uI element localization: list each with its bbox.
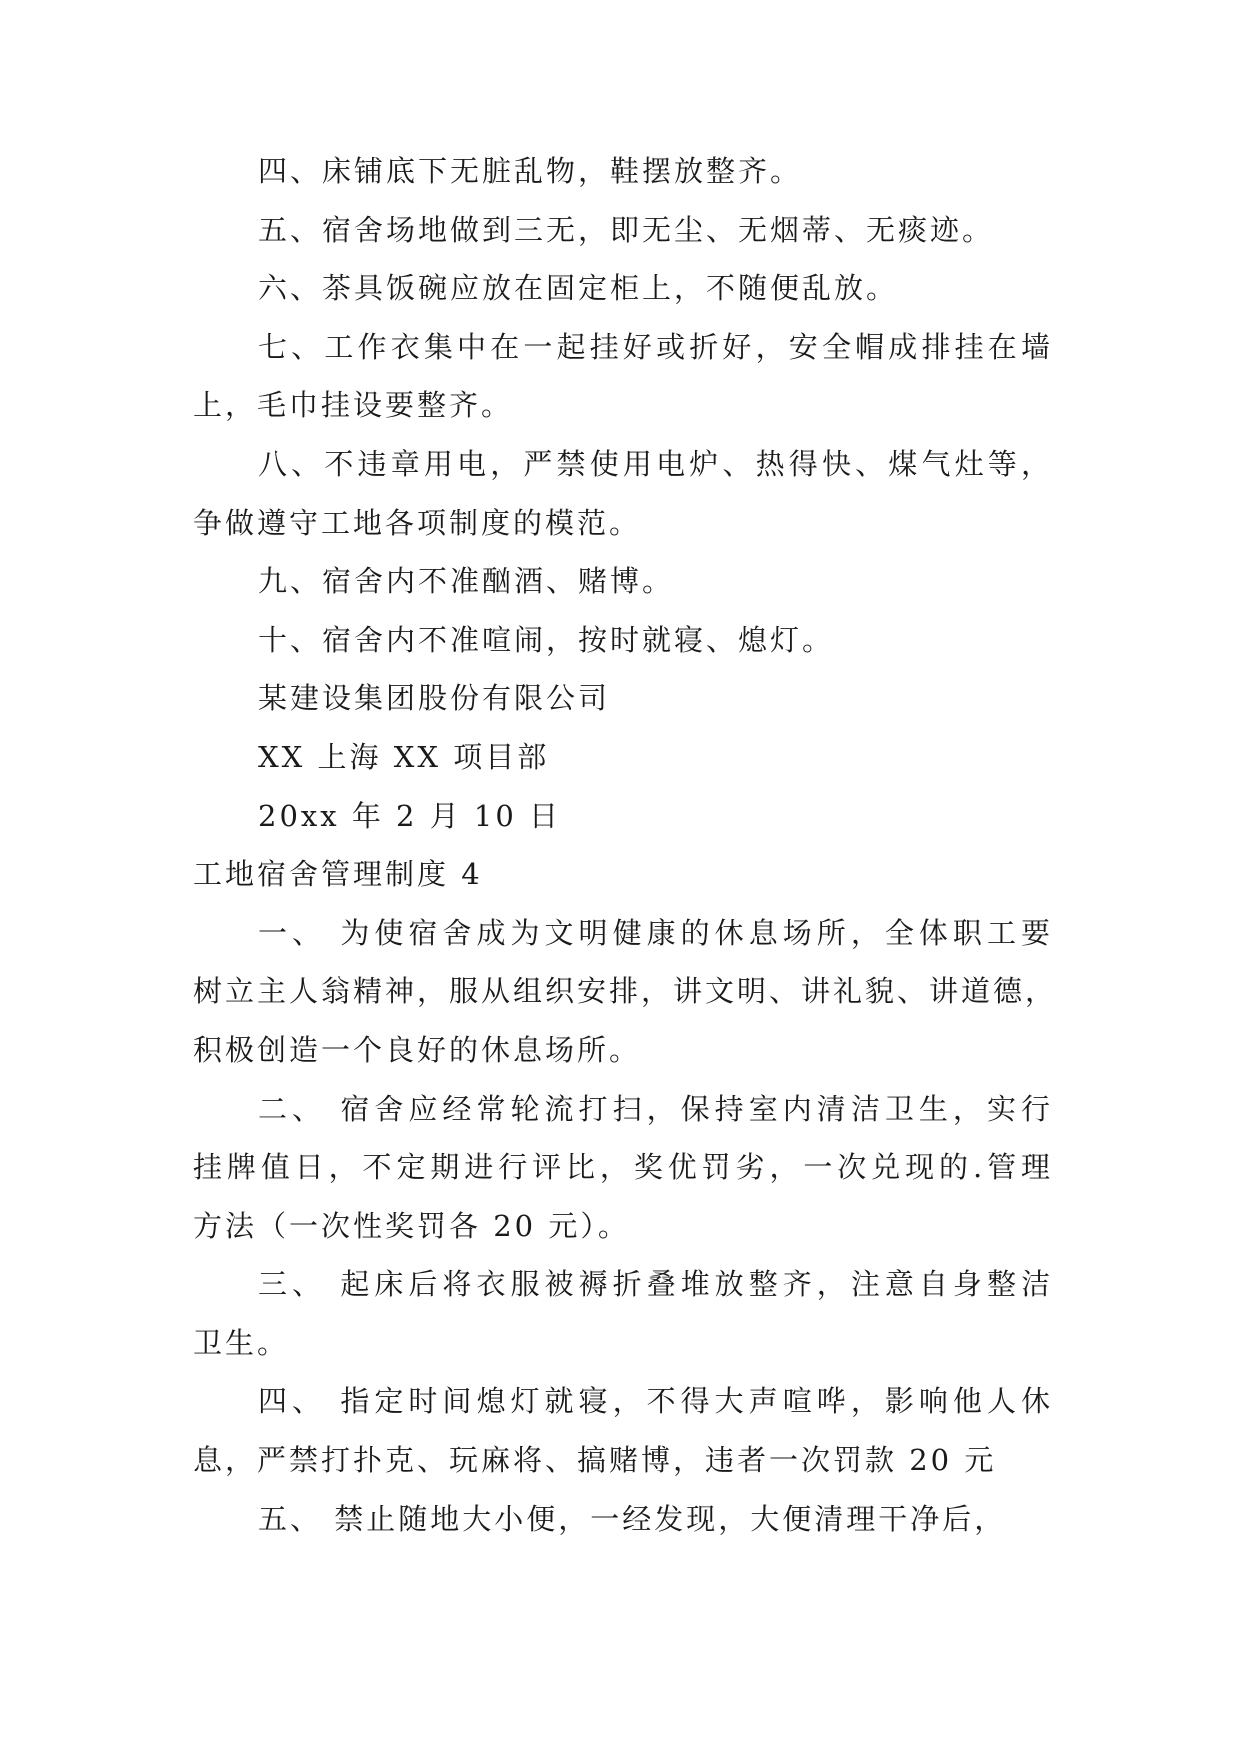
rule-9-line: 九、宿舍内不准酗酒、赌博。 [258, 564, 675, 599]
rule-5-line: 五、宿舍场地做到三无，即无尘、无烟蒂、无痰迹。 [258, 212, 995, 247]
article-1-line-3: 积极创造一个良好的休息场所。 [193, 1032, 642, 1067]
section-title: 工地宿舍管理制度 4 [193, 857, 483, 892]
article-5-line-1: 五、 禁止随地大小便，一经发现，大便清理干净后， [258, 1501, 1007, 1536]
article-4-line-2: 息，严禁打扑克、玩麻将、搞赌博，违者一次罚款 20 元 [193, 1443, 997, 1478]
rule-7-line-1: 七、工作衣集中在一起挂好或折好，安全帽成排挂在墙 [258, 329, 1053, 364]
rule-4-line: 四、床铺底下无脏乱物，鞋摆放整齐。 [258, 154, 803, 188]
rule-6-line: 六、茶具饭碗应放在固定柜上，不随便乱放。 [258, 271, 899, 306]
rule-8-line-1: 八、不违章用电，严禁使用电炉、热得快、煤气灶等， [258, 446, 1053, 481]
article-4-line-1: 四、 指定时间熄灯就寝，不得大声喧哗，影响他人休 [258, 1384, 1053, 1419]
document-date: 20xx 年 2 月 10 日 [258, 798, 562, 833]
article-2-line-2: 挂牌值日，不定期进行评比，奖优罚劣，一次兑现的.管理 [193, 1150, 1053, 1185]
rule-10-line: 十、宿舍内不准喧闹，按时就寝、熄灯。 [258, 622, 835, 657]
document-body [193, 152, 1058, 1558]
company-name: 某建设集团股份有限公司 [258, 681, 611, 716]
article-3-line-2: 卫生。 [193, 1325, 290, 1360]
article-1-line-2: 树立主人翁精神，服从组织安排，讲文明、讲礼貌、讲道德， [193, 974, 1058, 1009]
rule-7-line-2: 上，毛巾挂设要整齐。 [193, 388, 514, 423]
project-department: XX 上海 XX 项目部 [258, 739, 550, 774]
rule-8-line-2: 争做遵守工地各项制度的模范。 [193, 505, 642, 540]
article-3-line-1: 三、 起床后将衣服被褥折叠堆放整齐，注意自身整洁 [258, 1267, 1053, 1302]
article-1-line-1: 一、 为使宿舍成为文明健康的休息场所，全体职工要 [258, 915, 1053, 950]
article-2-line-3: 方法（一次性奖罚各 20 元）。 [193, 1208, 630, 1243]
article-2-line-1: 二、 宿舍应经常轮流打扫，保持室内清洁卫生，实行 [258, 1091, 1053, 1126]
